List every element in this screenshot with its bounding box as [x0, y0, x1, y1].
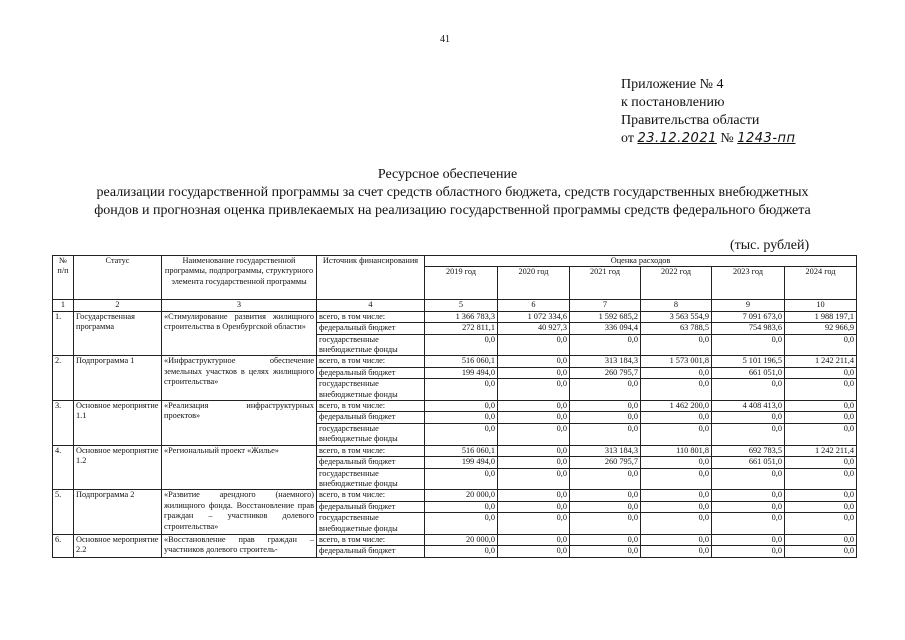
row-name: «Восстановление прав граждан – участников долевого строитель- [162, 534, 317, 557]
amount-cell: 0,0 [641, 490, 712, 501]
amount-cell: 0,0 [498, 334, 570, 356]
column-number: 4 [317, 300, 425, 311]
amount-cell: 110 801,8 [641, 445, 712, 456]
amount-cell: 0,0 [641, 334, 712, 356]
amount-cell: 0,0 [570, 468, 641, 490]
funding-source: всего, в том числе: [317, 401, 425, 412]
amount-cell: 0,0 [712, 468, 785, 490]
column-number: 3 [162, 300, 317, 311]
row-status: Подпрограмма 1 [74, 356, 162, 401]
title-line-2: реализации государственной программы за счет средств областного бюджета, средств государственных внебюджетных [96, 185, 809, 200]
row-number: 5. [53, 490, 74, 535]
funding-source: государственные внебюджетные фонды [317, 423, 425, 445]
row-number: 1. [53, 311, 74, 356]
funding-source: всего, в том числе: [317, 356, 425, 367]
amount-cell: 0,0 [785, 513, 857, 535]
amount-cell: 313 184,3 [570, 356, 641, 367]
amount-cell: 0,0 [712, 513, 785, 535]
page-number: 41 [440, 34, 450, 45]
header-year: 2020 год [498, 267, 570, 300]
amount-cell: 0,0 [641, 412, 712, 423]
amount-cell: 1 592 685,2 [570, 311, 641, 322]
header-year: 2023 год [712, 267, 785, 300]
amount-cell: 0,0 [425, 412, 498, 423]
header-estimate: Оценка расходов [425, 256, 857, 267]
amount-cell: 0,0 [425, 546, 498, 557]
row-name: «Реализация инфраструктурных проектов» [162, 401, 317, 446]
amount-cell: 0,0 [641, 379, 712, 401]
funding-source: федеральный бюджет [317, 367, 425, 378]
amount-cell: 0,0 [498, 423, 570, 445]
header-year: 2019 год [425, 267, 498, 300]
row-name: «Стимулирование развития жилищного строительства в Оренбургской области» [162, 311, 317, 356]
amount-cell: 0,0 [641, 534, 712, 545]
row-status: Основное мероприятие 1.1 [74, 401, 162, 446]
amount-cell: 0,0 [712, 423, 785, 445]
units-label: (тыс. рублей) [730, 238, 810, 253]
handwritten-number: 1243-пп [737, 131, 796, 146]
amount-cell: 0,0 [785, 468, 857, 490]
funding-source: федеральный бюджет [317, 412, 425, 423]
annex-date-line [621, 130, 796, 148]
table-row [53, 356, 857, 367]
amount-cell: 661 051,0 [712, 457, 785, 468]
row-status: Основное мероприятие 2.2 [74, 534, 162, 557]
row-name: «Развитие арендного (наемного) жилищного фонда. Восстановление прав граждан – участников долевого строительства» [162, 490, 317, 535]
amount-cell: 0,0 [712, 546, 785, 557]
row-number: 4. [53, 445, 74, 490]
amount-cell: 0,0 [712, 501, 785, 512]
amount-cell: 199 494,0 [425, 367, 498, 378]
amount-cell: 0,0 [570, 513, 641, 535]
header-status: Статус [74, 256, 162, 300]
resource-table [52, 255, 857, 558]
amount-cell: 20 000,0 [425, 534, 498, 545]
amount-cell: 0,0 [498, 412, 570, 423]
amount-cell: 4 408 413,0 [712, 401, 785, 412]
amount-cell: 0,0 [498, 445, 570, 456]
amount-cell: 0,0 [641, 513, 712, 535]
amount-cell: 0,0 [498, 356, 570, 367]
amount-cell: 0,0 [712, 412, 785, 423]
row-number: 3. [53, 401, 74, 446]
funding-source: федеральный бюджет [317, 501, 425, 512]
amount-cell: 336 094,4 [570, 323, 641, 334]
amount-cell: 0,0 [785, 379, 857, 401]
amount-cell: 0,0 [785, 401, 857, 412]
amount-cell: 1 462 200,0 [641, 401, 712, 412]
column-number: 8 [641, 300, 712, 311]
funding-source: государственные внебюджетные фонды [317, 468, 425, 490]
amount-cell: 0,0 [570, 423, 641, 445]
amount-cell: 199 494,0 [425, 457, 498, 468]
table-row [53, 490, 857, 501]
header-num: № п/п [53, 256, 74, 300]
amount-cell: 0,0 [570, 412, 641, 423]
funding-source: всего, в том числе: [317, 445, 425, 456]
amount-cell: 0,0 [498, 457, 570, 468]
amount-cell: 0,0 [498, 468, 570, 490]
header-year: 2022 год [641, 267, 712, 300]
amount-cell: 0,0 [425, 468, 498, 490]
table-row [53, 311, 857, 322]
column-number: 5 [425, 300, 498, 311]
funding-source: государственные внебюджетные фонды [317, 379, 425, 401]
amount-cell: 1 573 001,8 [641, 356, 712, 367]
amount-cell: 0,0 [425, 513, 498, 535]
column-number: 10 [785, 300, 857, 311]
amount-cell: 0,0 [712, 490, 785, 501]
amount-cell: 0,0 [498, 501, 570, 512]
amount-cell: 1 366 783,3 [425, 311, 498, 322]
amount-cell: 1 242 211,4 [785, 356, 857, 367]
amount-cell: 0,0 [498, 401, 570, 412]
funding-source: всего, в том числе: [317, 534, 425, 545]
funding-source: всего, в том числе: [317, 490, 425, 501]
annex-line-3: Правительства области [621, 113, 760, 128]
amount-cell: 0,0 [570, 379, 641, 401]
amount-cell: 5 101 196,5 [712, 356, 785, 367]
row-status: Государственная программа [74, 311, 162, 356]
funding-source: федеральный бюджет [317, 546, 425, 557]
column-number: 2 [74, 300, 162, 311]
column-number: 9 [712, 300, 785, 311]
annex-line-2: к постановлению [621, 95, 725, 110]
handwritten-date: 23.12.2021 [637, 131, 717, 146]
funding-source: государственные внебюджетные фонды [317, 334, 425, 356]
table-row [53, 534, 857, 545]
amount-cell: 0,0 [425, 401, 498, 412]
annex-block [621, 76, 796, 148]
amount-cell: 0,0 [570, 334, 641, 356]
table-row [53, 445, 857, 456]
table-row [53, 401, 857, 412]
annex-line-1: Приложение № 4 [621, 77, 724, 92]
amount-cell: 20 000,0 [425, 490, 498, 501]
amount-cell: 0,0 [498, 546, 570, 557]
amount-cell: 272 811,1 [425, 323, 498, 334]
from-label: от [621, 131, 634, 146]
amount-cell: 63 788,5 [641, 323, 712, 334]
amount-cell: 1 242 211,4 [785, 445, 857, 456]
amount-cell: 692 783,5 [712, 445, 785, 456]
row-number: 2. [53, 356, 74, 401]
amount-cell: 516 060,1 [425, 356, 498, 367]
amount-cell: 0,0 [641, 468, 712, 490]
amount-cell: 260 795,7 [570, 367, 641, 378]
header-year: 2021 год [570, 267, 641, 300]
amount-cell: 0,0 [785, 501, 857, 512]
amount-cell: 0,0 [785, 546, 857, 557]
amount-cell: 0,0 [785, 423, 857, 445]
row-status: Подпрограмма 2 [74, 490, 162, 535]
amount-cell: 3 563 554,9 [641, 311, 712, 322]
amount-cell: 0,0 [498, 513, 570, 535]
amount-cell: 0,0 [570, 501, 641, 512]
header-year: 2024 год [785, 267, 857, 300]
funding-source: государственные внебюджетные фонды [317, 513, 425, 535]
title-line-3: фондов и прогнозная оценка привлекаемых на реализацию государственной программы средств федерального бюджета [94, 203, 811, 218]
amount-cell: 0,0 [712, 379, 785, 401]
amount-cell: 0,0 [498, 534, 570, 545]
amount-cell: 0,0 [570, 534, 641, 545]
amount-cell: 7 091 673,0 [712, 311, 785, 322]
amount-cell: 0,0 [425, 423, 498, 445]
funding-source: всего, в том числе: [317, 311, 425, 322]
amount-cell: 0,0 [641, 501, 712, 512]
column-number: 1 [53, 300, 74, 311]
header-name: Наименование государственной программы, подпрограммы, структурного элемента государственной программы [162, 256, 317, 300]
amount-cell: 0,0 [785, 457, 857, 468]
amount-cell: 313 184,3 [570, 445, 641, 456]
amount-cell: 0,0 [712, 534, 785, 545]
funding-source: федеральный бюджет [317, 457, 425, 468]
amount-cell: 260 795,7 [570, 457, 641, 468]
amount-cell: 0,0 [498, 367, 570, 378]
funding-source: федеральный бюджет [317, 323, 425, 334]
amount-cell: 0,0 [641, 546, 712, 557]
header-source: Источник финансирования [317, 256, 425, 300]
amount-cell: 0,0 [425, 501, 498, 512]
column-number: 7 [570, 300, 641, 311]
row-status: Основное мероприятие 1.2 [74, 445, 162, 490]
row-number: 6. [53, 534, 74, 557]
amount-cell: 754 983,6 [712, 323, 785, 334]
amount-cell: 1 072 334,6 [498, 311, 570, 322]
amount-cell: 0,0 [570, 490, 641, 501]
amount-cell: 661 051,0 [712, 367, 785, 378]
amount-cell: 0,0 [785, 412, 857, 423]
column-number: 6 [498, 300, 570, 311]
amount-cell: 0,0 [712, 334, 785, 356]
amount-cell: 0,0 [641, 423, 712, 445]
amount-cell: 40 927,3 [498, 323, 570, 334]
amount-cell: 0,0 [785, 334, 857, 356]
number-label: № [720, 131, 734, 146]
row-name: «Региональный проект «Жилье» [162, 445, 317, 490]
amount-cell: 0,0 [570, 546, 641, 557]
amount-cell: 0,0 [498, 379, 570, 401]
amount-cell: 1 988 197,1 [785, 311, 857, 322]
amount-cell: 0,0 [785, 490, 857, 501]
amount-cell: 0,0 [785, 534, 857, 545]
title-line-1: Ресурсное обеспечение [377, 167, 518, 182]
amount-cell: 0,0 [498, 490, 570, 501]
amount-cell: 0,0 [425, 379, 498, 401]
amount-cell: 0,0 [785, 367, 857, 378]
row-name: «Инфраструктурное обеспечение земельных участков в целях жилищного строительства» [162, 356, 317, 401]
document-title [0, 166, 905, 220]
amount-cell: 516 060,1 [425, 445, 498, 456]
amount-cell: 0,0 [570, 401, 641, 412]
amount-cell: 0,0 [425, 334, 498, 356]
amount-cell: 92 966,9 [785, 323, 857, 334]
amount-cell: 0,0 [641, 367, 712, 378]
amount-cell: 0,0 [641, 457, 712, 468]
